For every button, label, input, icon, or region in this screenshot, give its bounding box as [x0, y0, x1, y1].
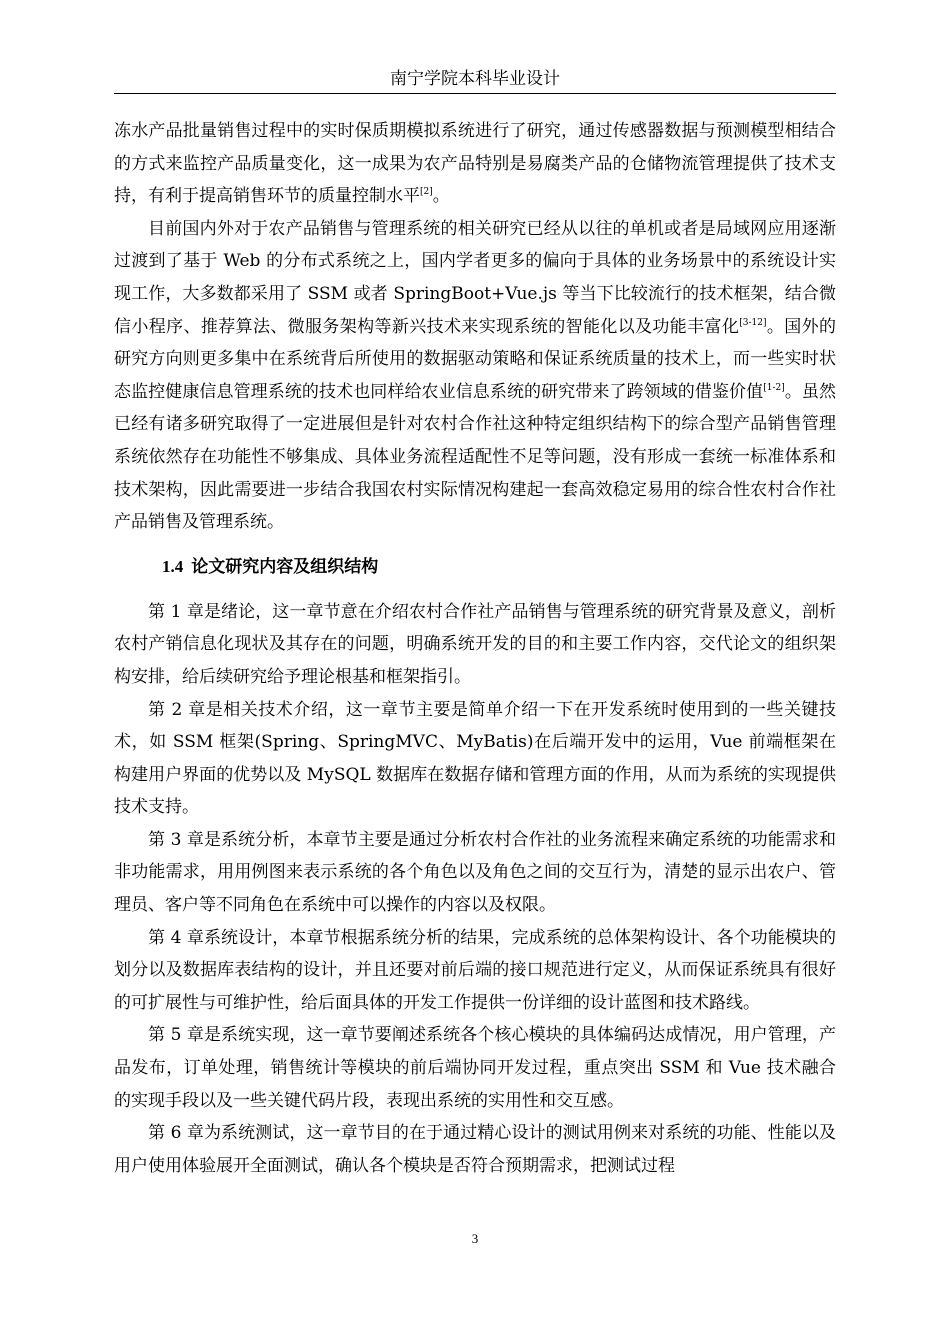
paragraph-1: 冻水产品批量销售过程中的实时保质期模拟系统进行了研究，通过传感器数据与预测模型相结合的方式来监控产品质量变化，这一成果为农产品特别是易腐类产品的仓储物流管理提供了技术支持，有利于提高销售环节的质量控制水平[2]。	[114, 121, 836, 207]
section-number: 1.4	[162, 556, 184, 576]
citation: [3-12]	[739, 317, 767, 328]
header-rule	[114, 93, 836, 94]
citation: [1-2]	[763, 382, 785, 393]
paragraph-2: 目前国内外对于农产品销售与管理系统的相关研究已经从以往的单机或者是局域网应用逐渐过渡到了基于 Web 的分布式系统之上，国内学者更多的偏向于具体的业务场景中的系统设计实现工作，大多数都采用了 SSM 或者 SpringBoot+Vue.js 等当下比较流行的技术框架，结合微信小程序、推荐算法、微服务架构等新兴技术来实现系统的智能化以及功能丰富化[3-12]。国外的研究方向则更多集中在系统背后所使用的数据驱动策略和保证系统质量的技术上，而一些实时状态监控健康信息管理系统的技术也同样给农业信息系统的研究带来了跨领域的借鉴价值[1-2]。虽然已经有诸多研究取得了一定进展但是针对农村合作社这种特定组织结构下的综合型产品销售管理系统依然存在功能性不够集成、具体业务流程适配性不足等问题，没有形成一套统一标准体系和技术架构，因此需要进一步结合我国农村实际情况构建起一套高效稳定易用的综合性农村合作社产品销售及管理系统。	[114, 218, 837, 533]
section-heading	[114, 552, 836, 582]
section-title: 论文研究内容及组织结构	[191, 556, 379, 577]
page-number: 3	[471, 1231, 479, 1246]
citation: [2]	[420, 187, 433, 198]
paragraph-chapter-4: 第 4 章系统设计，本章节根据系统分析的结果，完成系统的总体架构设计、各个功能模块的划分以及数据库表结构的设计，并且还要对前后端的接口规范进行定义，从而保证系统具有很好的可扩展性与可维护性，给后面具体的开发工作提供一份详细的设计蓝图和技术路线。	[114, 927, 836, 1013]
paragraph-chapter-2: 第 2 章是相关技术介绍，这一章节主要是简单介绍一下在开发系统时使用到的一些关键技术，如 SSM 框架(Spring、SpringMVC、MyBatis)在后端开发中的运用，Vue 前端框架在构建用户界面的优势以及 MySQL 数据库在数据存储和管理方面的作用，从而为系统的实现提供技术支持。	[114, 699, 836, 818]
document-body	[114, 115, 836, 1182]
paragraph-chapter-6: 第 6 章为系统测试，这一章节目的在于通过精心设计的测试用例来对系统的功能、性能以及用户使用体验展开全面测试，确认各个模块是否符合预期需求，把测试过程	[114, 1123, 836, 1176]
paragraph-chapter-5: 第 5 章是系统实现，这一章节要阐述系统各个核心模块的具体编码达成情况，用户管理，产品发布，订单处理，销售统计等模块的前后端协同开发过程，重点突出 SSM 和 Vue 技术融合的实现手段以及一些关键代码片段，表现出系统的实用性和交互感。	[114, 1025, 836, 1111]
page-header: 南宁学院本科毕业设计	[390, 69, 560, 89]
paragraph-chapter-1: 第 1 章是绪论，这一章节意在介绍农村合作社产品销售与管理系统的研究背景及意义，剖析农村产销信息化现状及其存在的问题，明确系统开发的目的和主要工作内容，交代论文的组织架构安排，给后续研究给予理论根基和框架指引。	[114, 601, 836, 687]
paragraph-chapter-3: 第 3 章是系统分析，本章节主要是通过分析农村合作社的业务流程来确定系统的功能需求和非功能需求，用用例图来表示系统的各个角色以及角色之间的交互行为，清楚的显示出农户、管理员、客户等不同角色在系统中可以操作的内容以及权限。	[114, 829, 836, 916]
